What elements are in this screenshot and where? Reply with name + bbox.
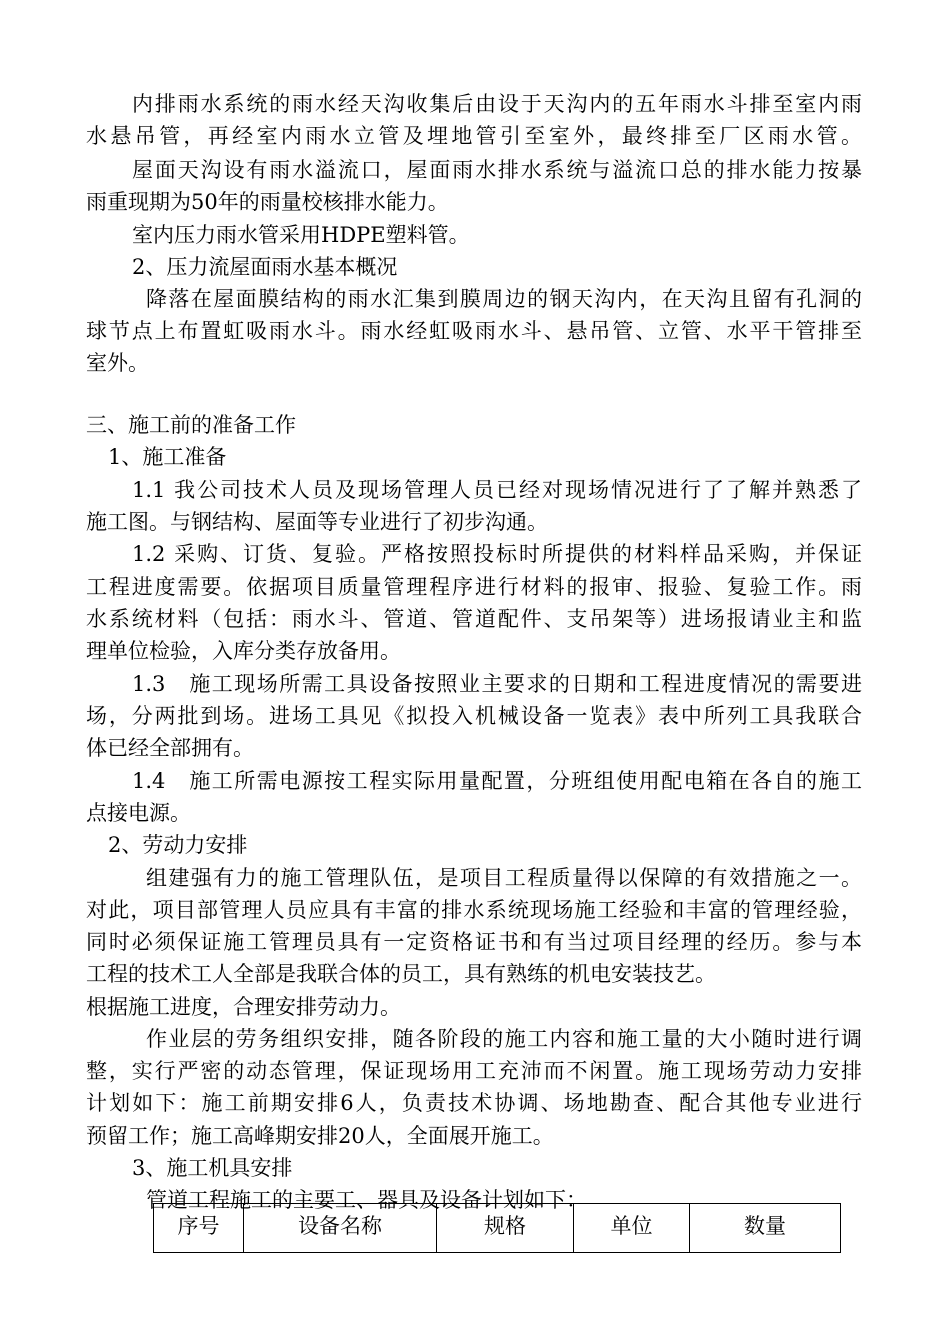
paragraph-line: 体已经全部拥有。 [86, 736, 254, 760]
paragraph-line: 内排雨水系统的雨水经天沟收集后由设于天沟内的五年雨水斗排至室内雨 [132, 92, 862, 116]
subsection-heading: 3、施工机具安排 [132, 1156, 293, 1180]
paragraph-line: 1.4 施工所需电源按工程实际用量配置，分班组使用配电箱在各自的施工 [132, 769, 862, 793]
paragraph-line: 点接电源。 [86, 801, 191, 825]
paragraph-line: 计划如下：施工前期安排6人，负责技术协调、场地勘查、配合其他专业进行 [86, 1091, 862, 1115]
paragraph-line: 工程进度需要。依据项目质量管理程序进行材料的报审、报验、复验工作。雨 [86, 575, 862, 599]
subsection-heading: 2、压力流屋面雨水基本概况 [132, 255, 398, 279]
subsection-heading: 1、施工准备 [108, 445, 227, 469]
table-header-cell: 数量 [690, 1204, 841, 1253]
paragraph-line: 室外。 [86, 351, 149, 375]
paragraph-line: 降落在屋面膜结构的雨水汇集到膜周边的钢天沟内，在天沟且留有孔洞的 [146, 287, 862, 311]
paragraph-line: 水悬吊管，再经室内雨水立管及埋地管引至室外，最终排至厂区雨水管。 [86, 124, 862, 148]
paragraph-line: 对此，项目部管理人员应具有丰富的排水系统现场施工经验和丰富的管理经验， [86, 898, 862, 922]
table-header-cell: 序号 [154, 1204, 244, 1253]
paragraph-line: 场，分两批到场。进场工具见《拟投入机械设备一览表》表中所列工具我联合 [86, 704, 862, 728]
subsection-heading: 2、劳动力安排 [108, 833, 248, 857]
paragraph-line: 室内压力雨水管采用HDPE塑料管。 [132, 223, 470, 247]
paragraph-line: 组建强有力的施工管理队伍，是项目工程质量得以保障的有效措施之一。 [146, 866, 862, 890]
paragraph-line: 雨重现期为50年的雨量校核排水能力。 [86, 190, 449, 214]
paragraph-line: 屋面天沟设有雨水溢流口，屋面雨水排水系统与溢流口总的排水能力按暴 [132, 158, 862, 182]
section-heading: 三、施工前的准备工作 [86, 413, 296, 437]
table-header-cell: 规格 [437, 1204, 574, 1253]
paragraph-line: 施工图。与钢结构、屋面等专业进行了初步沟通。 [86, 510, 548, 534]
paragraph-line: 作业层的劳务组织安排，随各阶段的施工内容和施工量的大小随时进行调 [146, 1027, 862, 1051]
paragraph-line: 预留工作；施工高峰期安排20人，全面展开施工。 [86, 1124, 554, 1148]
paragraph-line: 工程的技术工人全部是我联合体的员工，具有熟练的机电安装技艺。 [86, 962, 716, 986]
table-header-cell: 设备名称 [244, 1204, 437, 1253]
paragraph-line: 1.3 施工现场所需工具设备按照业主要求的日期和工程进度情况的需要进 [132, 672, 862, 696]
paragraph-line: 根据施工进度，合理安排劳动力。 [86, 995, 401, 1019]
paragraph-line: 理单位检验，入库分类存放备用。 [86, 639, 401, 663]
paragraph-line: 水系统材料（包括：雨水斗、管道、管道配件、支吊架等）进场报请业主和监 [86, 607, 862, 631]
paragraph-line: 整，实行严密的动态管理，保证现场用工充沛而不闲置。施工现场劳动力安排 [86, 1059, 862, 1083]
paragraph-line: 同时必须保证施工管理员具有一定资格证书和有当过项目经理的经历。参与本 [86, 930, 862, 954]
paragraph-line: 1.2 采购、订货、复验。严格按照投标时所提供的材料样品采购，并保证 [132, 542, 862, 566]
table-header-row [154, 1204, 841, 1253]
table-caption: 管道工程施工的主要工、器具及设备计划如下： [146, 1188, 587, 1212]
paragraph-line: 1.1 我公司技术人员及现场管理人员已经对现场情况进行了了解并熟悉了 [132, 478, 862, 502]
paragraph-line: 球节点上布置虹吸雨水斗。雨水经虹吸雨水斗、悬吊管、立管、水平干管排至 [86, 319, 862, 343]
equipment-table [153, 1203, 841, 1253]
table-header-cell: 单位 [574, 1204, 690, 1253]
